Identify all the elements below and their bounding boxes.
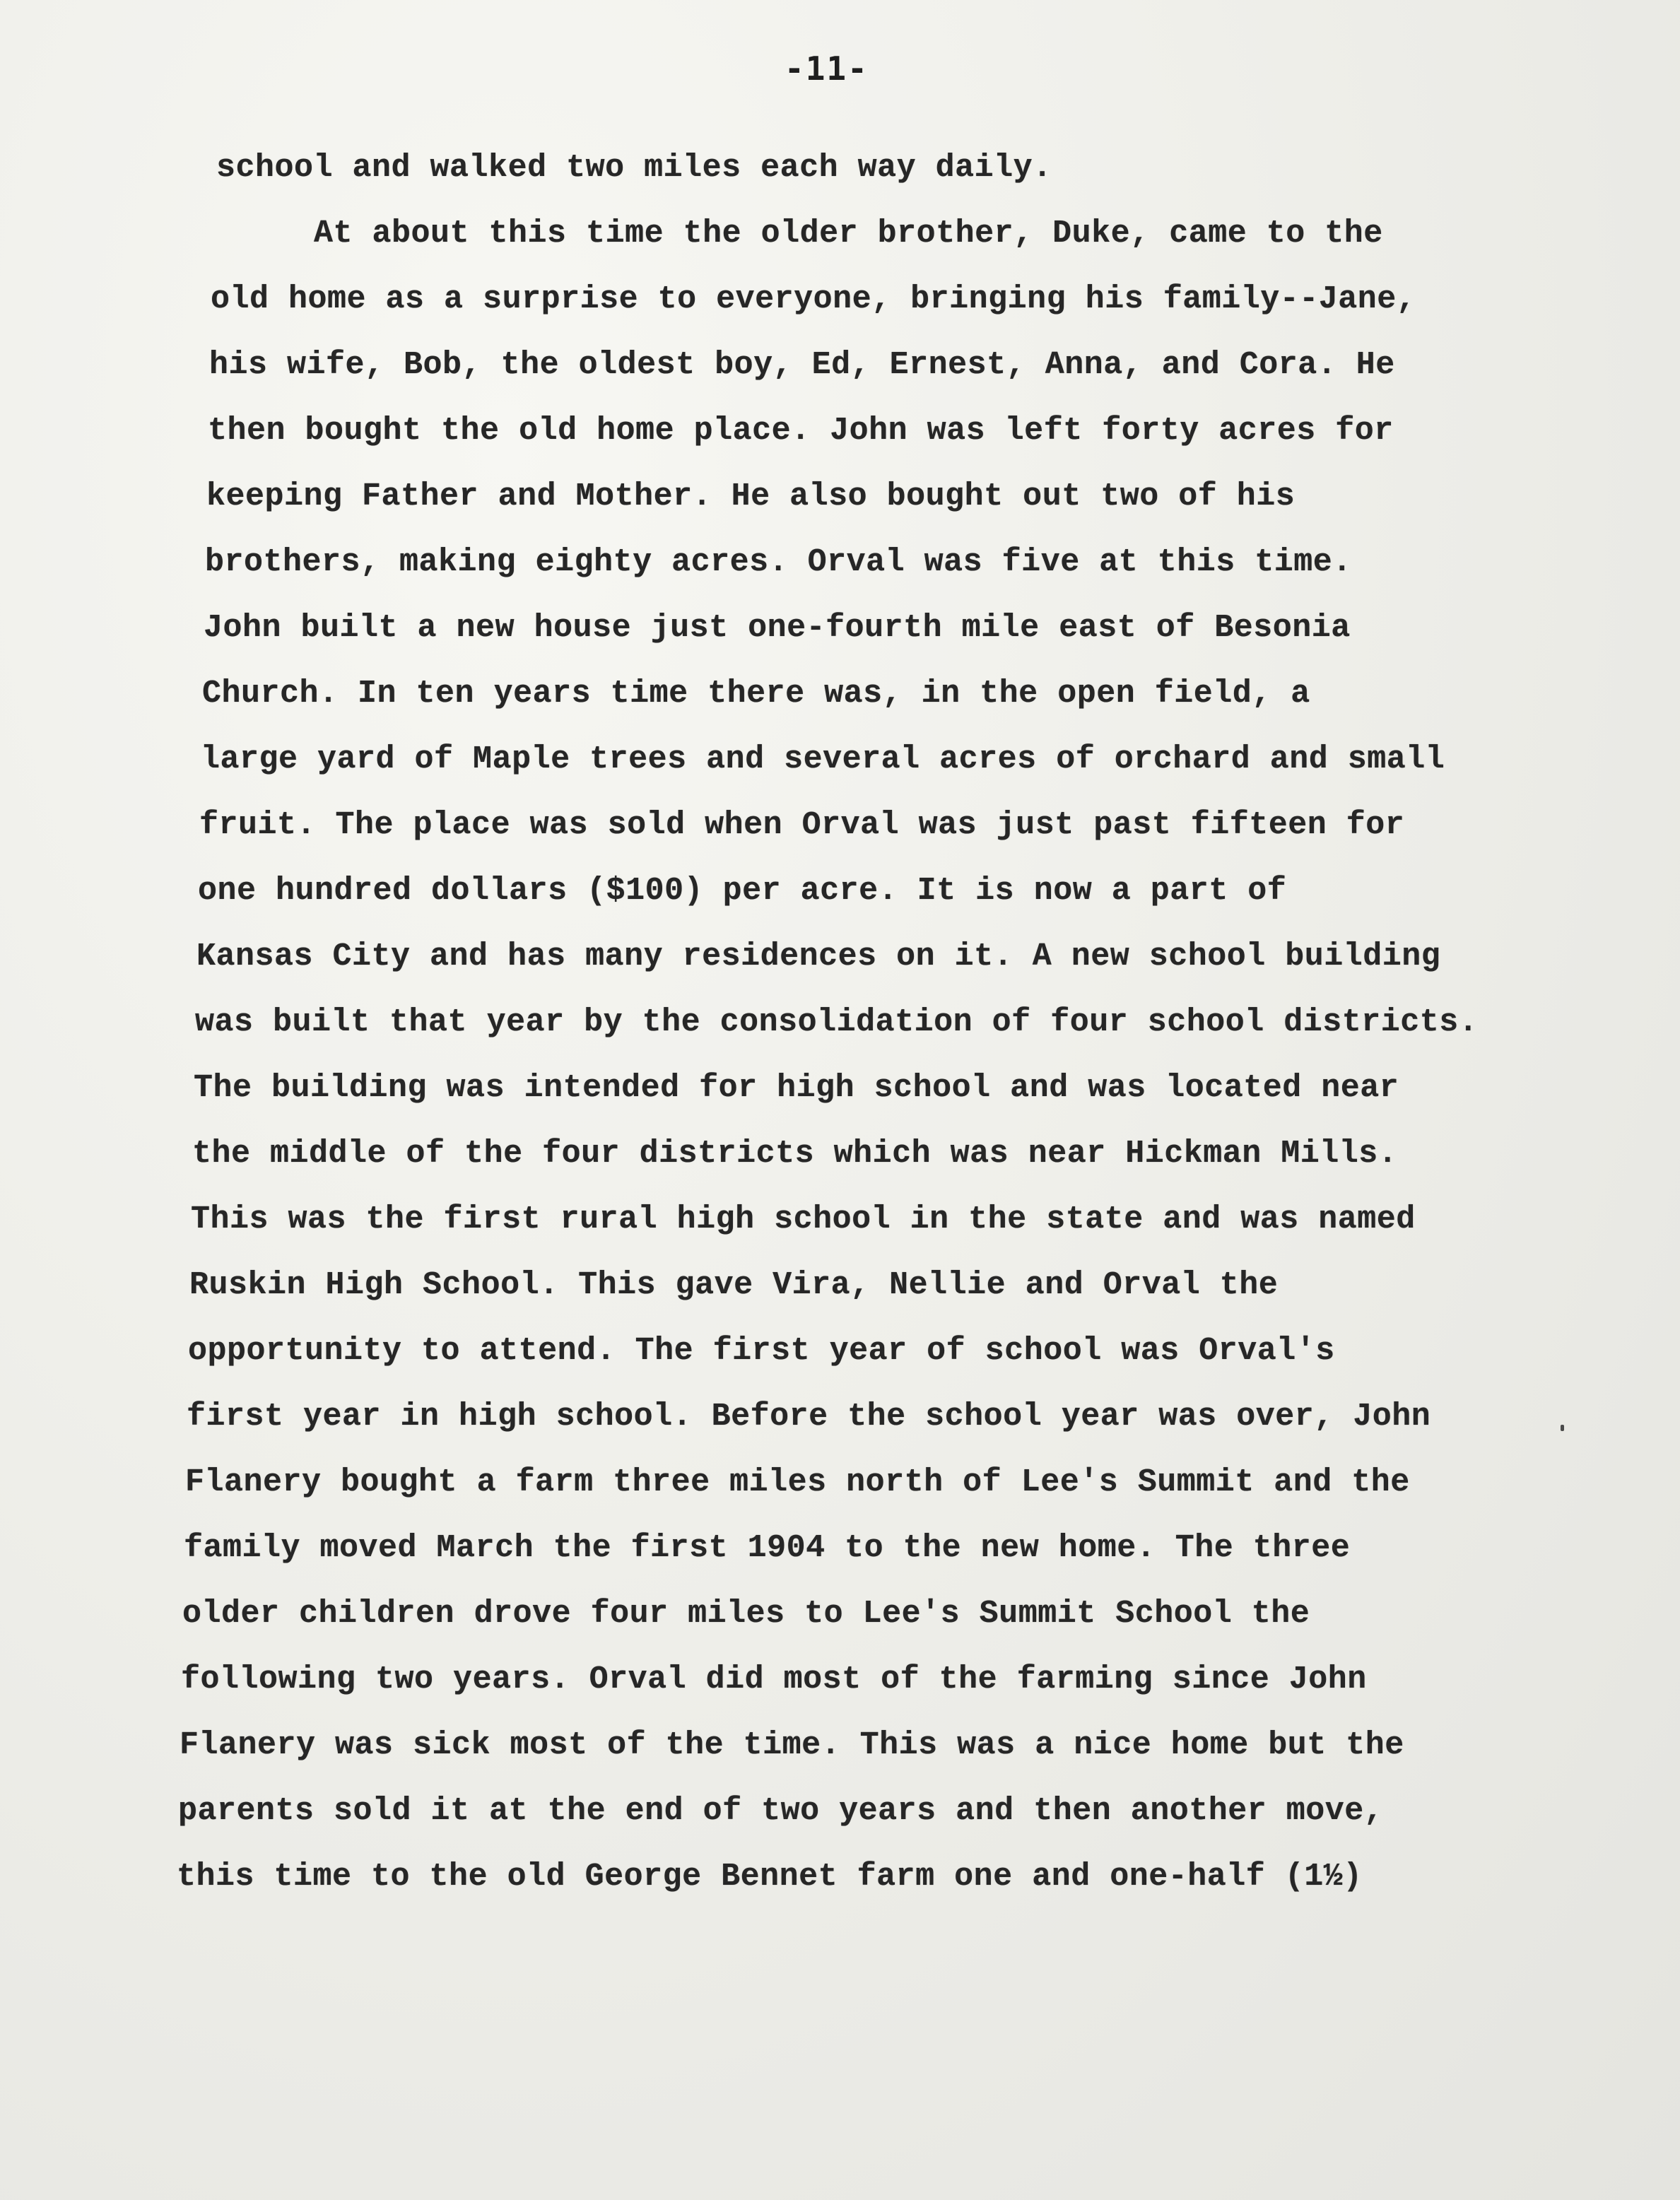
text-line: then bought the old home place. John was left forty acres for <box>208 413 1394 449</box>
text-line: opportunity to attend. The first year of school was Orval's <box>188 1333 1335 1369</box>
text-line: This was the first rural high school in the state and was named <box>191 1201 1416 1237</box>
text-line: Ruskin High School. This gave Vira, Nellie and Orval the <box>189 1267 1279 1303</box>
text-line: Flanery bought a farm three miles north of Lee's Summit and the <box>185 1464 1410 1500</box>
text-line: this time to the old George Bennet farm one and one-half (1½) <box>177 1859 1363 1895</box>
text-line: John built a new house just one-fourth mile east of Besonia <box>204 610 1351 646</box>
text-line: Church. In ten years time there was, in the open field, a <box>202 676 1310 712</box>
text-line: following two years. Orval did most of the farming since John <box>181 1661 1367 1698</box>
text-line: older children drove four miles to Lee's Summit School the <box>182 1596 1310 1632</box>
text-line: parents sold it at the end of two years and then another move, <box>178 1793 1384 1829</box>
text-line: family moved March the first 1904 to the new home. The three <box>184 1530 1351 1566</box>
text-line: Flanery was sick most of the time. This was a nice home but the <box>180 1727 1404 1763</box>
text-line: keeping Father and Mother. He also bought out two of his <box>206 478 1296 514</box>
text-line: Kansas City and has many residences on it. A new school building <box>196 939 1441 975</box>
text-line: the middle of the four districts which was near Hickman Mills. <box>192 1136 1398 1172</box>
text-line: old home as a surprise to everyone, bringing his family--Jane, <box>211 281 1416 317</box>
text-line: large yard of Maple trees and several acres of orchard and small <box>201 741 1445 777</box>
text-line: At about this time the older brother, Duke, came to the <box>314 216 1383 252</box>
page-number: -11- <box>785 49 869 88</box>
text-line: his wife, Bob, the oldest boy, Ed, Ernest, Anna, and Cora. He <box>209 347 1395 383</box>
text-line: brothers, making eighty acres. Orval was five at this time. <box>205 544 1352 580</box>
text-line: first year in high school. Before the school year was over, John <box>187 1399 1431 1435</box>
text-line: school and walked two miles each way daily. <box>216 150 1052 186</box>
paper-speck <box>1561 1425 1564 1431</box>
text-line: was built that year by the consolidation of four school districts. <box>195 1004 1479 1040</box>
text-line: The building was intended for high school and was located near <box>194 1070 1399 1106</box>
text-line: one hundred dollars ($100) per acre. It is now a part of <box>198 873 1287 909</box>
text-line: fruit. The place was sold when Orval was just past fifteen for <box>199 807 1405 843</box>
